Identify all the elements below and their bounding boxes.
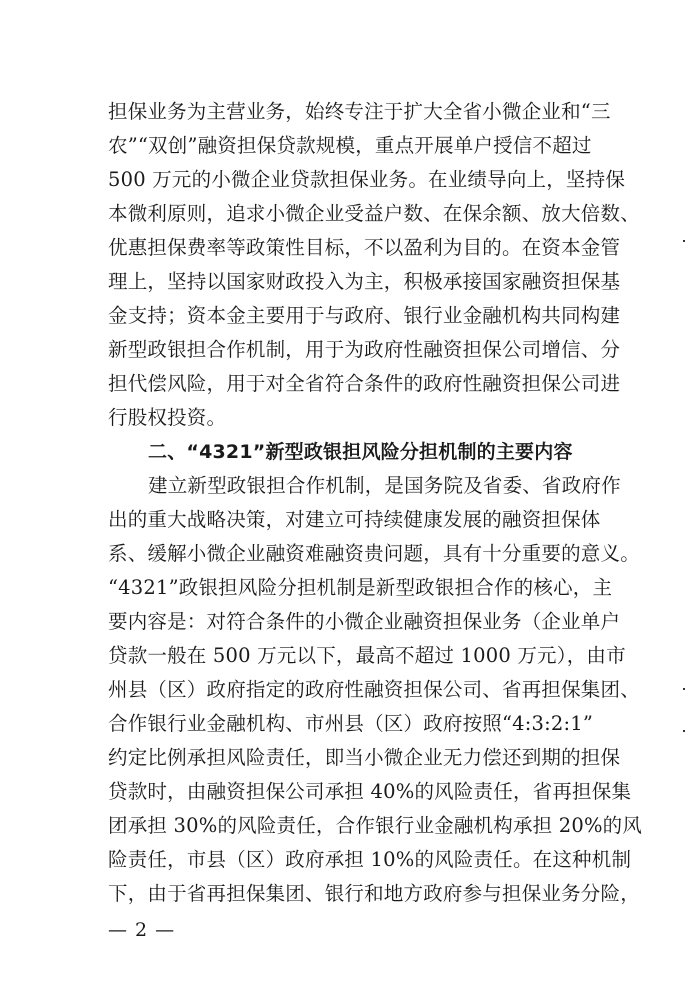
body-line: 行股权投资。 (108, 406, 227, 429)
body-line: 合作银行业金融机构、市州县（区）政府按照“4:3:2:1” (108, 712, 594, 735)
body-line: 担代偿风险，用于对全省符合条件的政府性融资担保公司进 (108, 372, 621, 395)
body-line: 约定比例承担风险责任，即当小微企业无力偿还到期的担保 (108, 746, 621, 769)
body-line: 要内容是：对符合条件的小微企业融资担保业务（企业单户 (108, 610, 621, 633)
body-line: 500 万元的小微企业贷款担保业务。在业绩导向上，坚持保 (108, 168, 626, 191)
body-line: 建立新型政银担合作机制，是国务院及省委、省政府作 (148, 474, 621, 497)
body-line: 贷款一般在 500 万元以下，最高不超过 1000 万元），由市 (108, 644, 626, 667)
body-line: “4321”政银担风险分担机制是新型政银担合作的核心，主 (108, 576, 613, 599)
body-line: 新型政银担合作机制，用于为政府性融资担保公司增信、分 (108, 338, 621, 361)
body-line: 贷款时，由融资担保公司承担 40%的风险责任，省再担保集 (108, 780, 632, 803)
scan-speck (683, 730, 685, 732)
body-line: 出的重大战略决策，对建立可持续健康发展的融资担保体 (108, 508, 601, 531)
body-line: 担保业务为主营业务，始终专注于扩大全省小微企业和“三 (108, 100, 611, 123)
body-line: 团承担 30%的风险责任，合作银行业金融机构承担 20%的风 (108, 814, 643, 837)
body-line: 州县（区）政府指定的政府性融资担保公司、省再担保集团、 (108, 678, 640, 701)
body-line: 下，由于省再担保集团、银行和地方政府参与担保业务分险， (108, 882, 640, 905)
section-heading: 二、“4321”新型政银担风险分担机制的主要内容 (148, 441, 573, 463)
scan-speck (683, 240, 685, 242)
scan-speck (683, 688, 685, 690)
body-line: 险责任，市县（区）政府承担 10%的风险责任。在这种机制 (108, 848, 632, 871)
body-line: 本微利原则，追求小微企业受益户数、在保余额、放大倍数、 (108, 202, 640, 225)
page-number: — 2 — (108, 919, 176, 941)
body-line: 金支持；资本金主要用于与政府、银行业金融机构共同构建 (108, 304, 621, 327)
body-line: 系、缓解小微企业融资难融资贵问题，具有十分重要的意义。 (108, 542, 640, 565)
body-line: 农”“双创”融资担保贷款规模，重点开展单户授信不超过 (108, 134, 592, 157)
body-line: 理上，坚持以国家财政投入为主，积极承接国家融资担保基 (108, 270, 621, 293)
body-line: 优惠担保费率等政策性目标，不以盈利为目的。在资本金管 (108, 236, 621, 259)
